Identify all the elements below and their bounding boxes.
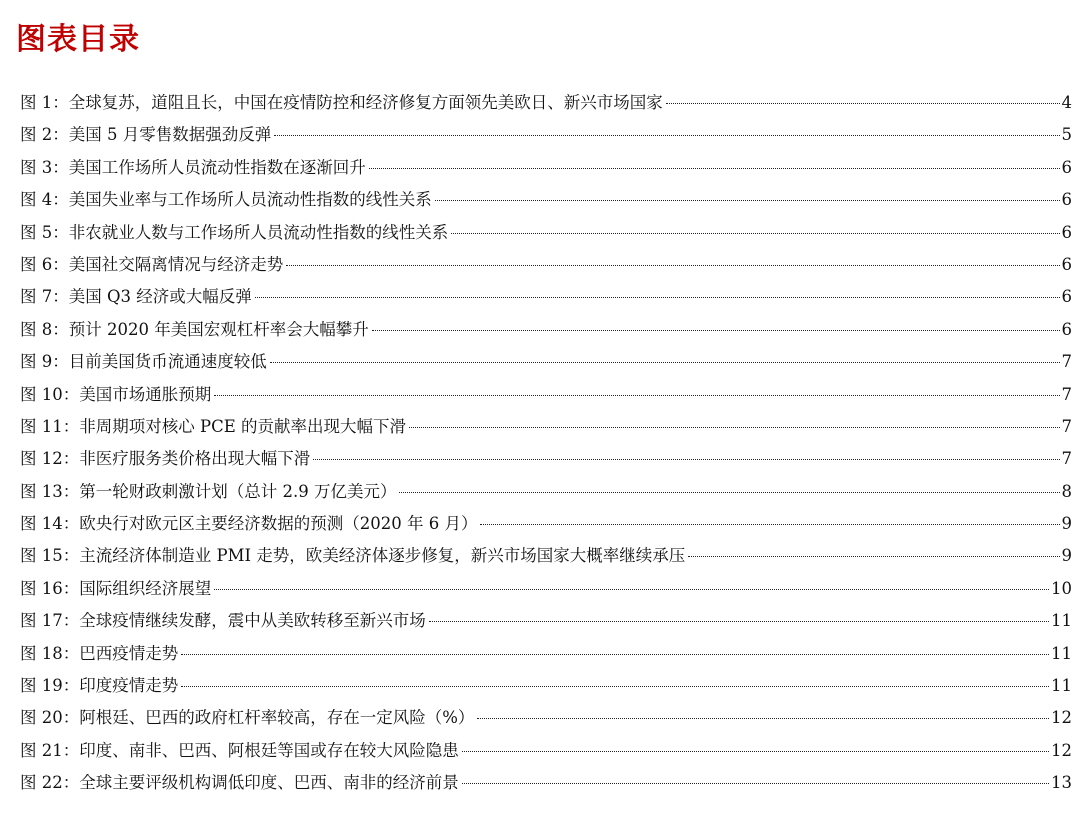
toc-entry-page: 9 bbox=[1061, 546, 1072, 566]
toc-entry-page: 6 bbox=[1061, 254, 1072, 274]
table-of-figures bbox=[20, 89, 1072, 802]
toc-entry-title: 图 18：巴西疫情走势 bbox=[20, 643, 179, 663]
toc-dot-leader bbox=[214, 395, 1059, 396]
toc-entry-page: 7 bbox=[1061, 384, 1072, 404]
toc-entry[interactable] bbox=[20, 283, 1072, 315]
toc-entry-title: 图 16：国际组织经济展望 bbox=[20, 578, 212, 598]
toc-entry-page: 7 bbox=[1061, 352, 1072, 372]
toc-entry-title: 图 14：欧央行对欧元区主要经济数据的预测（2020 年 6 月） bbox=[20, 514, 478, 534]
toc-entry-title: 图 1：全球复苏，道阻且长，中国在疫情防控和经济修复方面领先美欧日、新兴市场国家 bbox=[20, 93, 663, 112]
toc-entry-title: 图 10：美国市场通胀预期 bbox=[20, 384, 212, 404]
toc-dot-leader bbox=[372, 330, 1060, 331]
toc-entry[interactable] bbox=[20, 121, 1072, 153]
toc-entry[interactable] bbox=[20, 510, 1072, 542]
toc-entry[interactable] bbox=[20, 154, 1072, 186]
toc-dot-leader bbox=[274, 135, 1059, 136]
toc-entry[interactable] bbox=[20, 575, 1072, 607]
toc-entry-page: 7 bbox=[1061, 416, 1072, 436]
toc-dot-leader bbox=[313, 459, 1059, 460]
toc-entry-page: 11 bbox=[1051, 676, 1072, 696]
toc-entry-title: 图 20：阿根廷、巴西的政府杠杆率较高，存在一定风险（%） bbox=[20, 708, 475, 728]
toc-entry-page: 6 bbox=[1061, 190, 1072, 210]
toc-dot-leader bbox=[462, 751, 1049, 752]
toc-entry[interactable] bbox=[20, 219, 1072, 251]
toc-entry[interactable] bbox=[20, 478, 1072, 510]
toc-dot-leader bbox=[688, 556, 1059, 557]
toc-entry[interactable] bbox=[20, 769, 1072, 801]
toc-dot-leader bbox=[270, 362, 1060, 363]
toc-entry[interactable] bbox=[20, 251, 1072, 283]
toc-entry-page: 6 bbox=[1061, 319, 1072, 339]
toc-entry-title: 图 3：美国工作场所人员流动性指数在逐渐回升 bbox=[20, 157, 366, 177]
toc-entry-page: 4 bbox=[1061, 93, 1072, 112]
toc-dot-leader bbox=[409, 427, 1059, 428]
toc-entry-title: 图 11：非周期项对核心 PCE 的贡献率出现大幅下滑 bbox=[20, 416, 407, 436]
toc-entry-title: 图 8：预计 2020 年美国宏观杠杆率会大幅攀升 bbox=[20, 319, 369, 339]
toc-entry-page: 10 bbox=[1051, 578, 1072, 598]
toc-dot-leader bbox=[451, 233, 1059, 234]
toc-entry-page: 8 bbox=[1061, 481, 1072, 501]
toc-entry-page: 9 bbox=[1061, 514, 1072, 534]
toc-entry-title: 图 21：印度、南非、巴西、阿根廷等国或存在较大风险隐患 bbox=[20, 740, 459, 760]
toc-entry[interactable] bbox=[20, 186, 1072, 218]
page-title: 图表目录 bbox=[16, 22, 140, 58]
toc-dot-leader bbox=[477, 718, 1049, 719]
toc-dot-leader bbox=[255, 297, 1060, 298]
toc-entry-title: 图 15：主流经济体制造业 PMI 走势，欧美经济体逐步修复，新兴市场国家大概率继续承压 bbox=[20, 546, 686, 566]
toc-dot-leader bbox=[480, 524, 1059, 525]
toc-entry-page: 12 bbox=[1051, 740, 1072, 760]
toc-entry-page: 11 bbox=[1051, 643, 1072, 663]
toc-entry-title: 图 6：美国社交隔离情况与经济走势 bbox=[20, 254, 284, 274]
toc-entry[interactable] bbox=[20, 89, 1072, 121]
toc-entry-page: 6 bbox=[1061, 157, 1072, 177]
toc-entry-page: 6 bbox=[1061, 222, 1072, 242]
toc-entry[interactable] bbox=[20, 737, 1072, 769]
toc-entry[interactable] bbox=[20, 704, 1072, 736]
toc-entry-page: 13 bbox=[1051, 773, 1072, 793]
toc-entry-title: 图 12：非医疗服务类价格出现大幅下滑 bbox=[20, 449, 311, 469]
toc-entry[interactable] bbox=[20, 640, 1072, 672]
toc-entry[interactable] bbox=[20, 413, 1072, 445]
toc-dot-leader bbox=[214, 589, 1049, 590]
toc-entry[interactable] bbox=[20, 445, 1072, 477]
toc-dot-leader bbox=[429, 621, 1049, 622]
toc-entry-title: 图 2：美国 5 月零售数据强劲反弹 bbox=[20, 125, 272, 145]
toc-dot-leader bbox=[369, 168, 1060, 169]
toc-entry-page: 7 bbox=[1061, 449, 1072, 469]
toc-entry-title: 图 13：第一轮财政刺激计划（总计 2.9 万亿美元） bbox=[20, 481, 397, 501]
toc-entry[interactable] bbox=[20, 542, 1072, 574]
toc-dot-leader bbox=[181, 686, 1049, 687]
toc-entry-title: 图 17：全球疫情继续发酵，震中从美欧转移至新兴市场 bbox=[20, 611, 426, 631]
toc-entry[interactable] bbox=[20, 672, 1072, 704]
toc-entry-title: 图 7：美国 Q3 经济或大幅反弹 bbox=[20, 287, 252, 307]
toc-dot-leader bbox=[181, 654, 1049, 655]
toc-entry-page: 5 bbox=[1061, 125, 1072, 145]
toc-dot-leader bbox=[399, 492, 1059, 493]
toc-entry[interactable] bbox=[20, 381, 1072, 413]
toc-entry-page: 12 bbox=[1051, 708, 1072, 728]
toc-entry-title: 图 5：非农就业人数与工作场所人员流动性指数的线性关系 bbox=[20, 222, 449, 242]
toc-dot-leader bbox=[286, 265, 1059, 266]
toc-entry-page: 6 bbox=[1061, 287, 1072, 307]
toc-entry-title: 图 19：印度疫情走势 bbox=[20, 676, 179, 696]
toc-entry-page: 11 bbox=[1051, 611, 1072, 631]
toc-entry-title: 图 4：美国失业率与工作场所人员流动性指数的线性关系 bbox=[20, 190, 432, 210]
toc-dot-leader bbox=[435, 200, 1060, 201]
toc-entry-title: 图 9：目前美国货币流通速度较低 bbox=[20, 352, 267, 372]
toc-dot-leader bbox=[666, 103, 1060, 104]
toc-entry-title: 图 22：全球主要评级机构调低印度、巴西、南非的经济前景 bbox=[20, 773, 459, 793]
toc-entry[interactable] bbox=[20, 316, 1072, 348]
toc-dot-leader bbox=[462, 783, 1049, 784]
toc-entry[interactable] bbox=[20, 348, 1072, 380]
toc-entry[interactable] bbox=[20, 607, 1072, 639]
